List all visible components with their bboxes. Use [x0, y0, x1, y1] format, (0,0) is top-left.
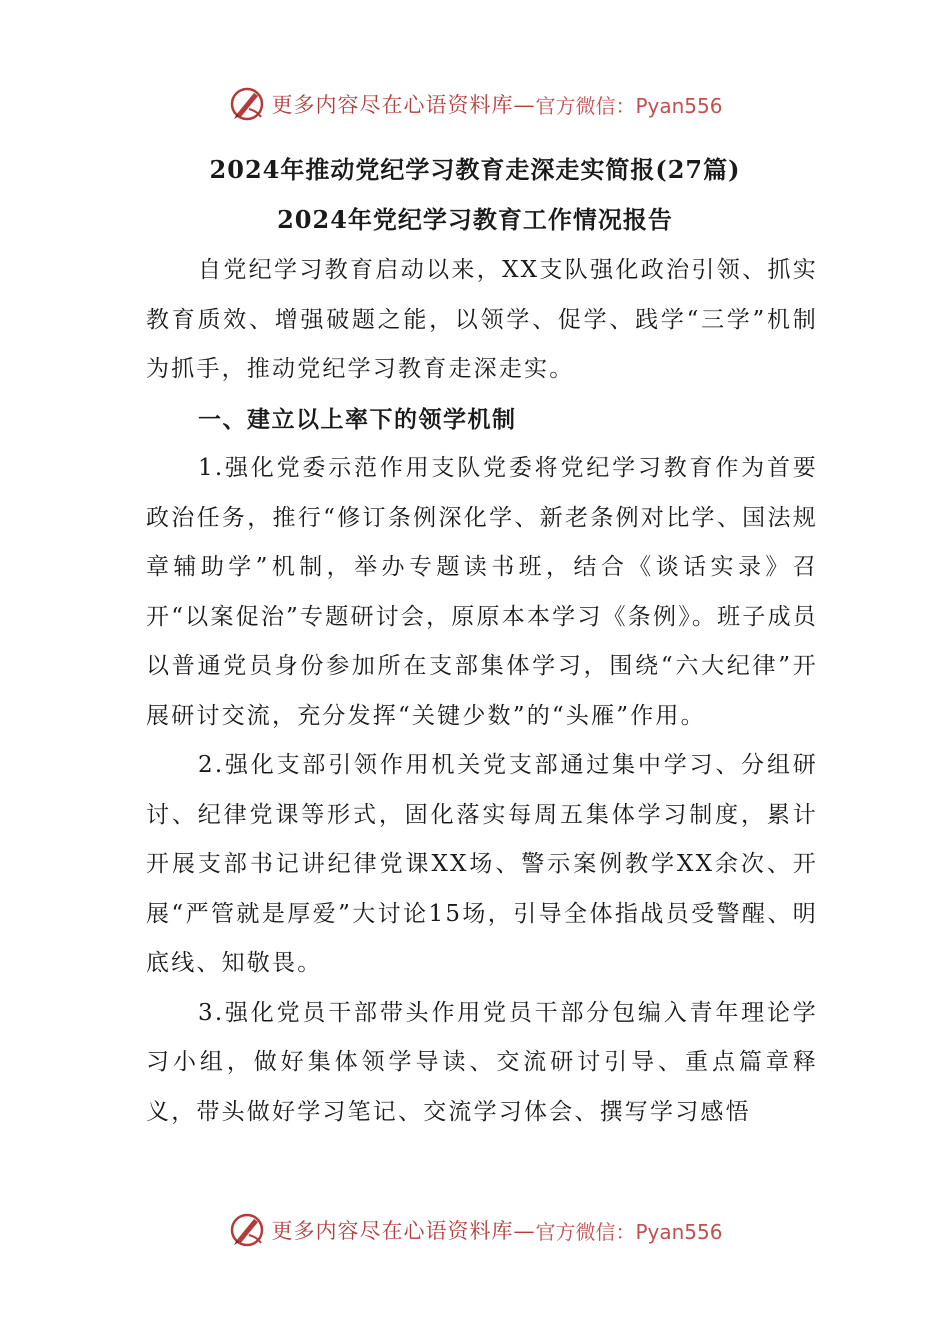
watermark-contact: 官方微信：Pyan556 [535, 93, 723, 118]
paragraph-2: 2.强化支部引领作用机关党支部通过集中学习、分组研讨、纪律党课等形式，固化落实每周五集体学习制度，累计开展支部书记讲纪律党课XX场、警示案例教学XX余次、开展“严管就是厚爱”大讨论15场，引导全体指战员受警醒、明底线、知敬畏。 [146, 752, 818, 976]
paragraph-3: 3.强化党员干部带头作用党员干部分包编入青年理论学习小组，做好集体领学导读、交流研讨引导、重点篇章释义，带头做好学习笔记、交流学习体会、撰写学习感悟 [146, 999, 818, 1125]
section-heading: 一、建立以上率下的领学机制 [198, 405, 517, 433]
watermark-text: 更多内容尽在心语资料库— [271, 93, 536, 117]
watermark-banner-bottom [0, 1208, 950, 1252]
report-title: 2024年党纪学习教育工作情况报告 [277, 205, 673, 234]
document-body [146, 246, 818, 1137]
document-title: 2024年推动党纪学习教育走深走实简报(27篇) [209, 155, 741, 184]
watermark-text: 更多内容尽在心语资料库— [271, 1219, 536, 1243]
intro-paragraph: 自党纪学习教育启动以来，XX支队强化政治引领、抓实教育质效、增强破题之能，以领学、促学、践学“三学”机制为抓手，推动党纪学习教育走深走实。 [146, 257, 818, 382]
pen-logo-icon [227, 1210, 267, 1250]
pen-logo-icon [227, 84, 267, 124]
watermark-contact: 官方微信：Pyan556 [535, 1219, 723, 1244]
watermark-banner-top [0, 82, 950, 126]
paragraph-1: 1.强化党委示范作用支队党委将党纪学习教育作为首要政治任务，推行“修订条例深化学、新老条例对比学、国法规章辅助学”机制，举办专题读书班，结合《谈话实录》召开“以案促治”专题研讨会，原原本本学习《条例》。班子成员以普通党员身份参加所在支部集体学习，围绕“六大纪律”开展研讨交流，充分发挥“关键少数”的“头雁”作用。 [146, 455, 818, 729]
